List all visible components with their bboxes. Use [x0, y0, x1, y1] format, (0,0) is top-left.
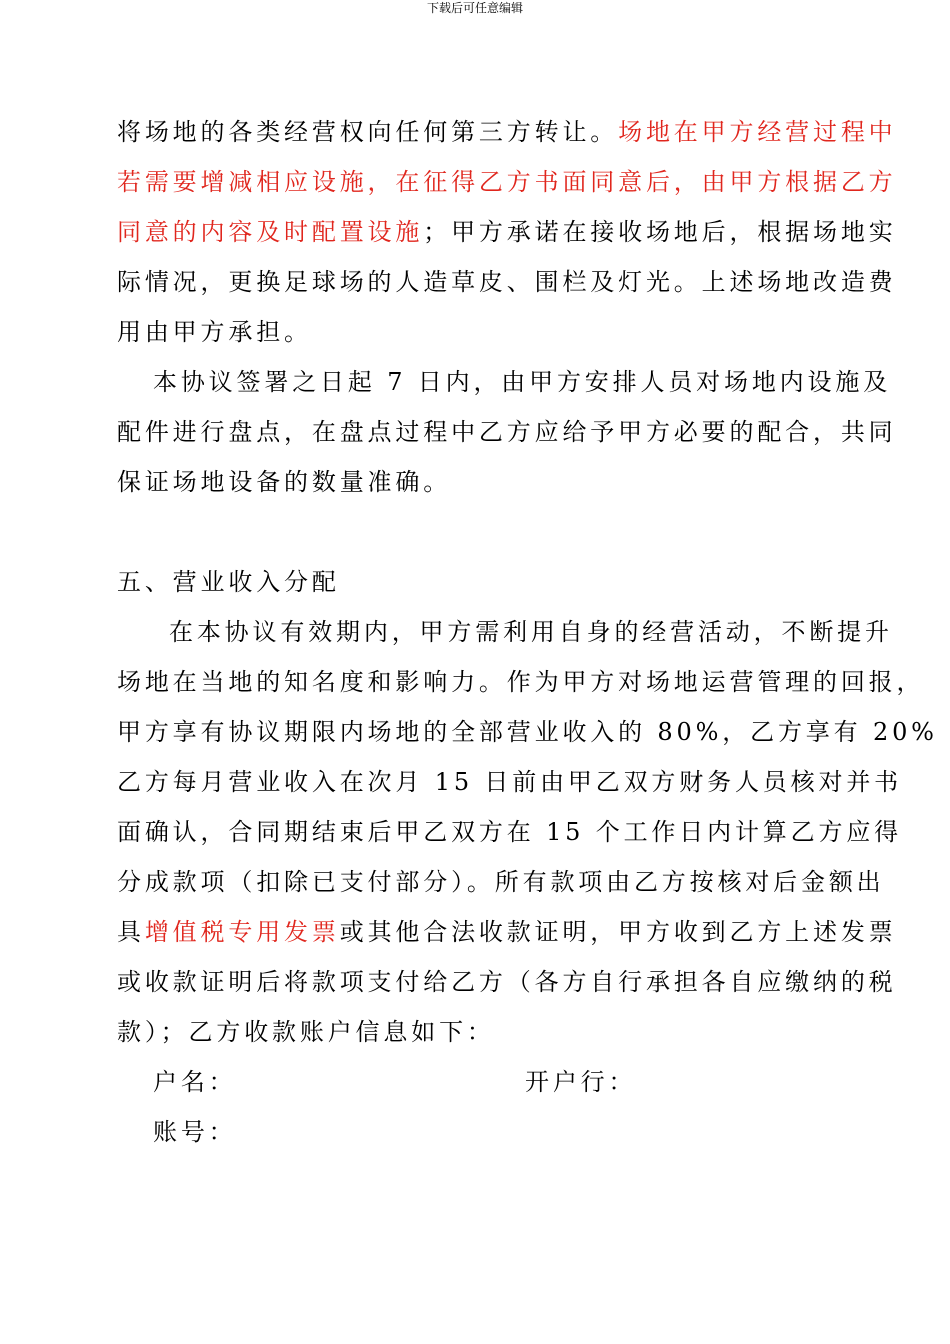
paragraph-line	[117, 107, 897, 157]
paragraph-line	[117, 207, 897, 257]
highlighted-text: 同意的内容及时配置设施	[117, 218, 424, 246]
paragraph-line: 保证场地设备的数量准确。	[117, 468, 452, 496]
paragraph-line: 本协议签署之日起 7 日内，由甲方安排人员对场地内设施及	[153, 368, 892, 396]
highlighted-text: 增值税专用发票	[144, 918, 340, 946]
paragraph-line: 款）；乙方收款账户信息如下：	[117, 1018, 495, 1046]
account-name-label: 户名：	[153, 1068, 237, 1096]
blank-line	[117, 507, 835, 557]
bank-label: 开户行：	[525, 1068, 637, 1096]
highlighted-text: 场地在甲方经营过程中	[618, 118, 897, 146]
paragraph-line: 甲方享有协议期限内场地的全部营业收入的 80%，乙方享有 20%	[117, 718, 938, 746]
paragraph-line: 面确认，合同期结束后甲乙双方在 15 个工作日内计算乙方应得	[117, 818, 902, 846]
page-header: 下载后可任意编辑	[426, 1, 523, 15]
paragraph-line: 乙方每月营业收入在次月 15 日前由甲乙双方财务人员核对并书	[117, 768, 902, 796]
text-span: 将场地的各类经营权向任何第三方转让。	[117, 118, 619, 146]
text-span: 或其他合法收款证明，甲方收到乙方上述发票	[339, 918, 897, 946]
text-span: 具	[117, 918, 145, 946]
paragraph-line: 在本协议有效期内，甲方需利用自身的经营活动，不断提升	[169, 618, 893, 646]
section-heading: 五、营业收入分配	[117, 568, 340, 596]
paragraph-line: 用由甲方承担。	[117, 318, 312, 346]
paragraph-line: 场地在当地的知名度和影响力。作为甲方对场地运营管理的回报，	[117, 668, 925, 696]
account-number-label: 账号：	[153, 1118, 237, 1146]
paragraph-line	[117, 907, 897, 957]
paragraph-line: 际情况，更换足球场的人造草皮、围栏及灯光。上述场地改造费	[117, 268, 897, 296]
highlighted-line: 若需要增减相应设施，在征得乙方书面同意后，由甲方根据乙方	[117, 168, 897, 196]
account-row-name	[117, 1057, 835, 1107]
paragraph-line: 或收款证明后将款项支付给乙方（各方自行承担各自应缴纳的税	[117, 968, 897, 996]
paragraph-line: 配件进行盘点，在盘点过程中乙方应给予甲方必要的配合，共同	[117, 418, 897, 446]
account-row-number	[117, 1107, 835, 1157]
text-span: ；甲方承诺在接收场地后，根据场地实	[423, 218, 897, 246]
paragraph-line: 分成款项（扣除已支付部分）。所有款项由乙方按核对后金额出	[117, 868, 885, 896]
document-body	[117, 107, 938, 1157]
